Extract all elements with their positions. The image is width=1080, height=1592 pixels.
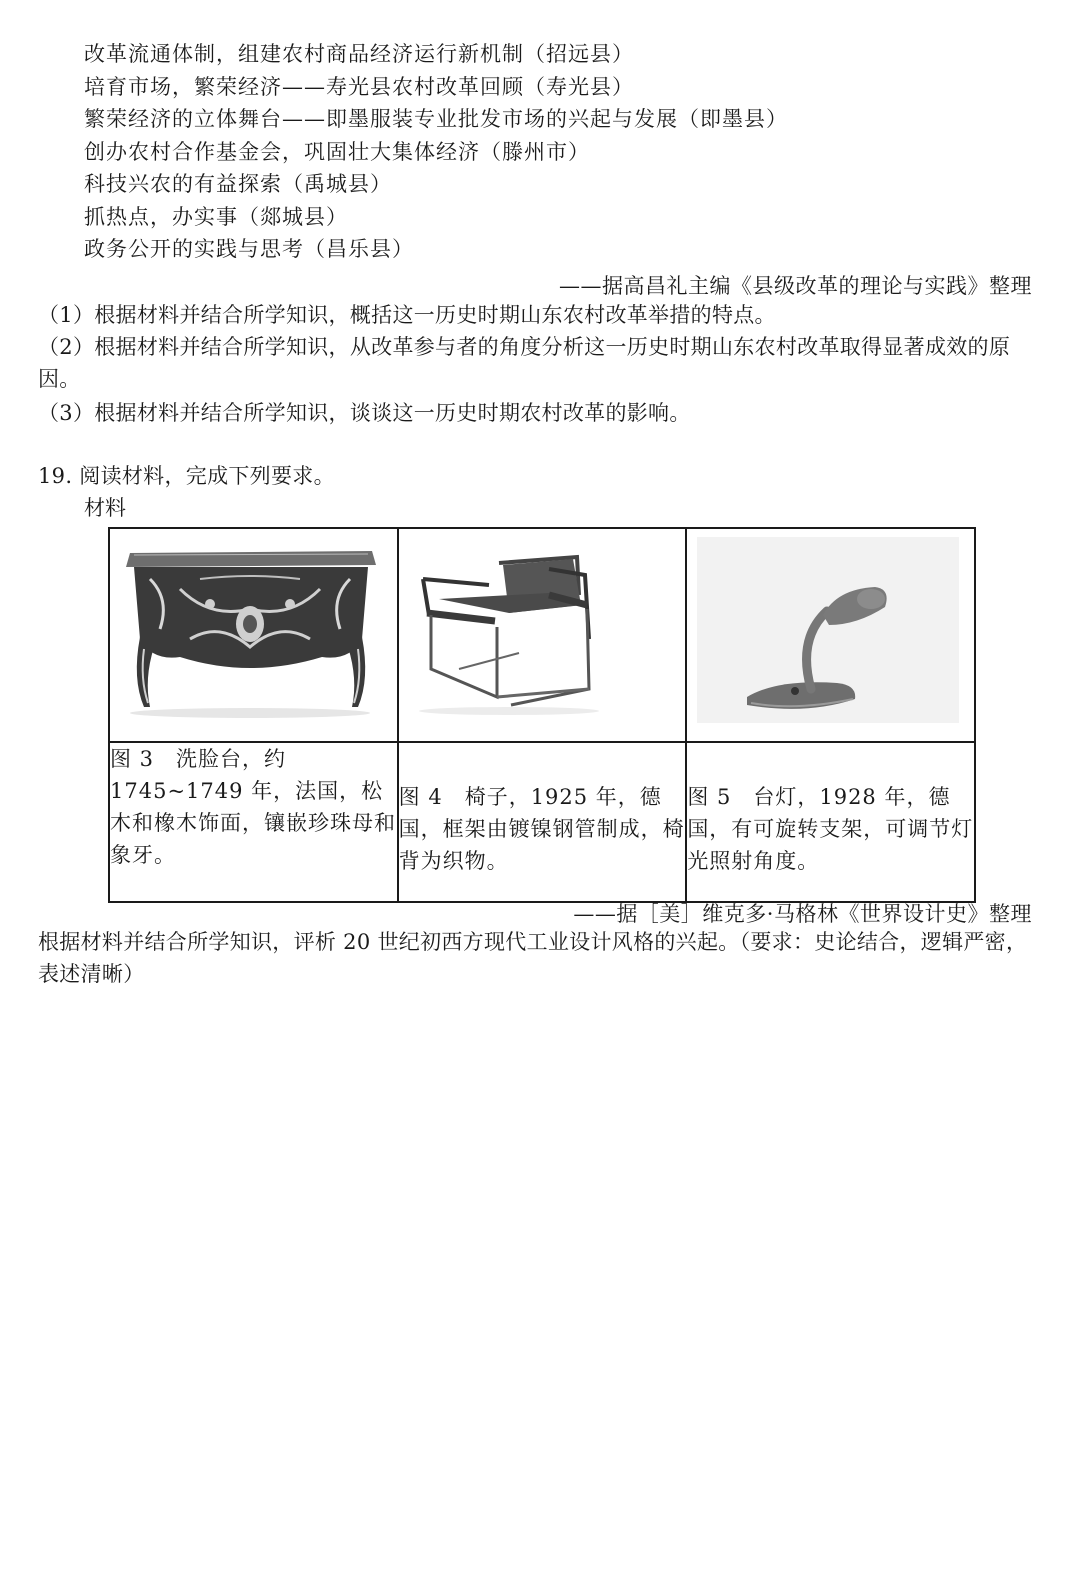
figure-3-caption: 图 3 洗脸台，约 1745~1749 年，法国，松木和橡木饰面，镶嵌珍珠母和象牙。 [109,742,398,902]
figure-4-caption: 图 4 椅子，1925 年，德国，框架由镀镍钢管制成，椅背为织物。 [398,742,687,902]
steel-tube-chair-photo [399,529,679,739]
list-item: 创办农村合作基金会，巩固壮大集体经济（滕州市） [84,139,590,164]
list-item: 培育市场，繁荣经济——寿光县农村改革回顾（寿光县） [84,74,634,99]
figure-5-image-cell [686,528,975,742]
source-citation-1: ——据高昌礼主编《县级改革的理论与实践》整理 [559,274,1032,298]
figure-4-image-cell [398,528,687,742]
question-3: （3）根据材料并结合所学知识，谈谈这一历史时期农村改革的影响。 [38,401,691,425]
rococo-washstand-photo [110,529,390,739]
source-citation-2: ——据［美］维克多·马格林《世界设计史》整理 [573,902,1032,926]
question-19-title: 19. 阅读材料，完成下列要求。 [38,464,335,488]
list-item: 改革流通体制，组建农村商品经济运行新机制（招远县） [84,42,634,66]
material-figure-table [108,527,976,903]
question-1: （1）根据材料并结合所学知识，概括这一历史时期山东农村改革举措的特点。 [38,303,776,327]
figure-5-caption: 图 5 台灯，1928 年，德国，有可旋转支架，可调节灯光照射角度。 [686,742,975,902]
list-item: 抓热点，办实事（郯城县） [84,204,348,229]
list-item: 政务公开的实践与思考（昌乐县） [84,237,414,261]
question-2: （2）根据材料并结合所学知识，从改革参与者的角度分析这一历史时期山东农村改革取得显著成效的原因。 [38,335,1011,391]
desk-lamp-photo [687,529,967,739]
question-19-prompt: 根据材料并结合所学知识，评析 20 世纪初西方现代工业设计风格的兴起。（要求：史论结合，逻辑严密，表述清晰） [38,930,1028,986]
material-label: 材料 [84,496,126,520]
list-item: 繁荣经济的立体舞台——即墨服装专业批发市场的兴起与发展（即墨县） [84,107,788,131]
list-item: 科技兴农的有益探索（禹城县） [84,172,392,196]
material-list [84,38,788,266]
figure-3-image-cell [109,528,398,742]
